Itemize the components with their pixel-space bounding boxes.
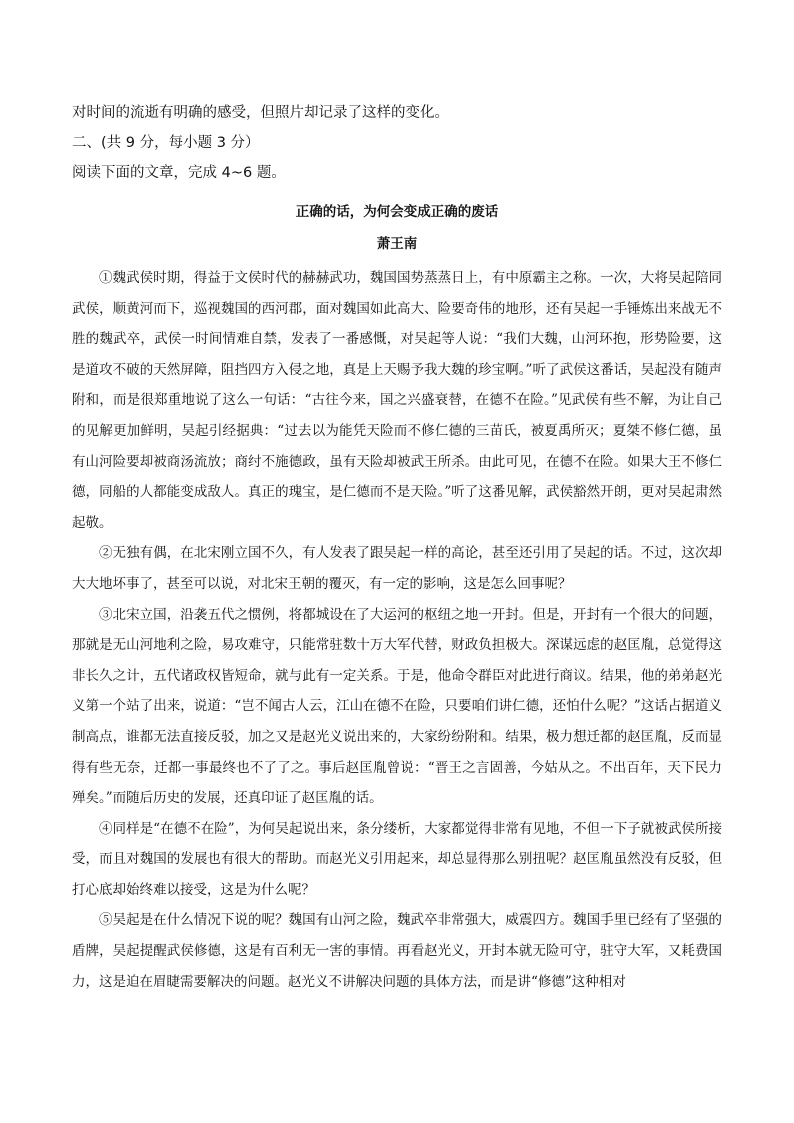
section-heading: 二、(共 9 分，每小题 3 分） bbox=[72, 135, 260, 151]
article-author: 萧王南 bbox=[376, 236, 418, 252]
article-paragraph-4: ④同样是“在德不在险”，为何吴起说出来，条分缕析，大家都觉得非常有见地，不但一下子就被武侯所接受，而且对魏国的发展也有很大的帮助。而赵光义引用起来，却总显得那么别扭呢？赵匡胤虽然没有反驳，但打心底却始终难以接受，这是为什么呢？ bbox=[72, 820, 722, 898]
article-title: 正确的话，为何会变成正确的废话 bbox=[295, 204, 499, 220]
article-paragraph-2: ②无独有偶，在北宋刚立国不久，有人发表了跟吴起一样的高论，甚至还引用了吴起的话。不过，这次却大大地坏事了，甚至可以说，对北宋王朝的覆灭，有一定的影响，这是怎么回事呢？ bbox=[72, 545, 722, 592]
article-paragraph-3: ③北宋立国，沿袭五代之惯例，将都城设在了大运河的枢纽之地一开封。但是，开封有一个很大的问题，那就是无山河地利之险，易攻难守，只能常驻数十万大军代替，财政负担极大。深谋远虑的赵匡胤，总觉得这非长久之计，五代诸政权皆短命，就与此有一定关系。于是，他命令群臣对此进行商议。结果，他的弟弟赵光义第一个站了出来，说道：“岂不闻古人云，江山在德不在险，只要咱们讲仁德，还怕什么呢？”这话占据道义制高点，谁都无法直接反驳，加之又是赵光义说出来的，大家纷纷附和。结果，极力想迁都的赵匡胤，反而显得有些无奈，迁都一事最终也不了了之。事后赵匡胤曾说：“晋王之言固善，今姑从之。不出百年，天下民力殚矣。”而随后历史的发展，还真印证了赵匡胤的话。 bbox=[72, 606, 722, 807]
page-content bbox=[72, 98, 722, 997]
carry-over-line: 对时间的流逝有明确的感受，但照片却记录了这样的变化。 bbox=[72, 105, 449, 121]
article-paragraph-5: ⑤吴起是在什么情况下说的呢？魏国有山河之险，魏武卒非常强大，威震四方。魏国手里已经有了坚强的盾牌，吴起提醒武侯修德，这是有百利无一害的事情。再看赵光义，开封本就无险可守，驻守大军，又耗费国力，这是迫在眉睫需要解决的问题。赵光义不讲解决问题的具体方法，而是讲“修德”这种相对 bbox=[72, 912, 722, 990]
reading-instruction: 阅读下面的文章，完成 4~6 题。 bbox=[72, 165, 286, 181]
article-paragraph-1: ①魏武侯时期，得益于文侯时代的赫赫武功，魏国国势蒸蒸日上，有中原霸主之称。一次，大将吴起陪同武侯，顺黄河而下，巡视魏国的西河郡，面对魏国如此高大、险要奇伟的地形，还有吴起一手锤炼出来战无不胜的魏武卒，武侯一时间情难自禁，发表了一番感慨，对吴起等人说：“我们大魏，山河环抱，形势险要，这是道攻不破的天然屏障，阻挡四方入侵之地，真是上天赐予我大魏的珍宝啊。”听了武侯这番话，吴起没有随声附和，而是很郑重地说了这么一句话：“古往今来，国之兴盛衰替，在德不在险。”见武侯有些不解，为让自己的见解更加鲜明，吴起引经据典：“过去以为能凭天险而不修仁德的三苗氏，被夏禹所灭；夏桀不修仁德，虽有山河险要却被商汤流放；商纣不施德政，虽有天险却被武王所杀。由此可见，在德不在险。如果大王不修仁德，同船的人都能变成敌人。真正的瑰宝，是仁德而不是天险。”听了这番见解，武侯豁然开朗，更对吴起肃然起敬。 bbox=[72, 270, 722, 531]
